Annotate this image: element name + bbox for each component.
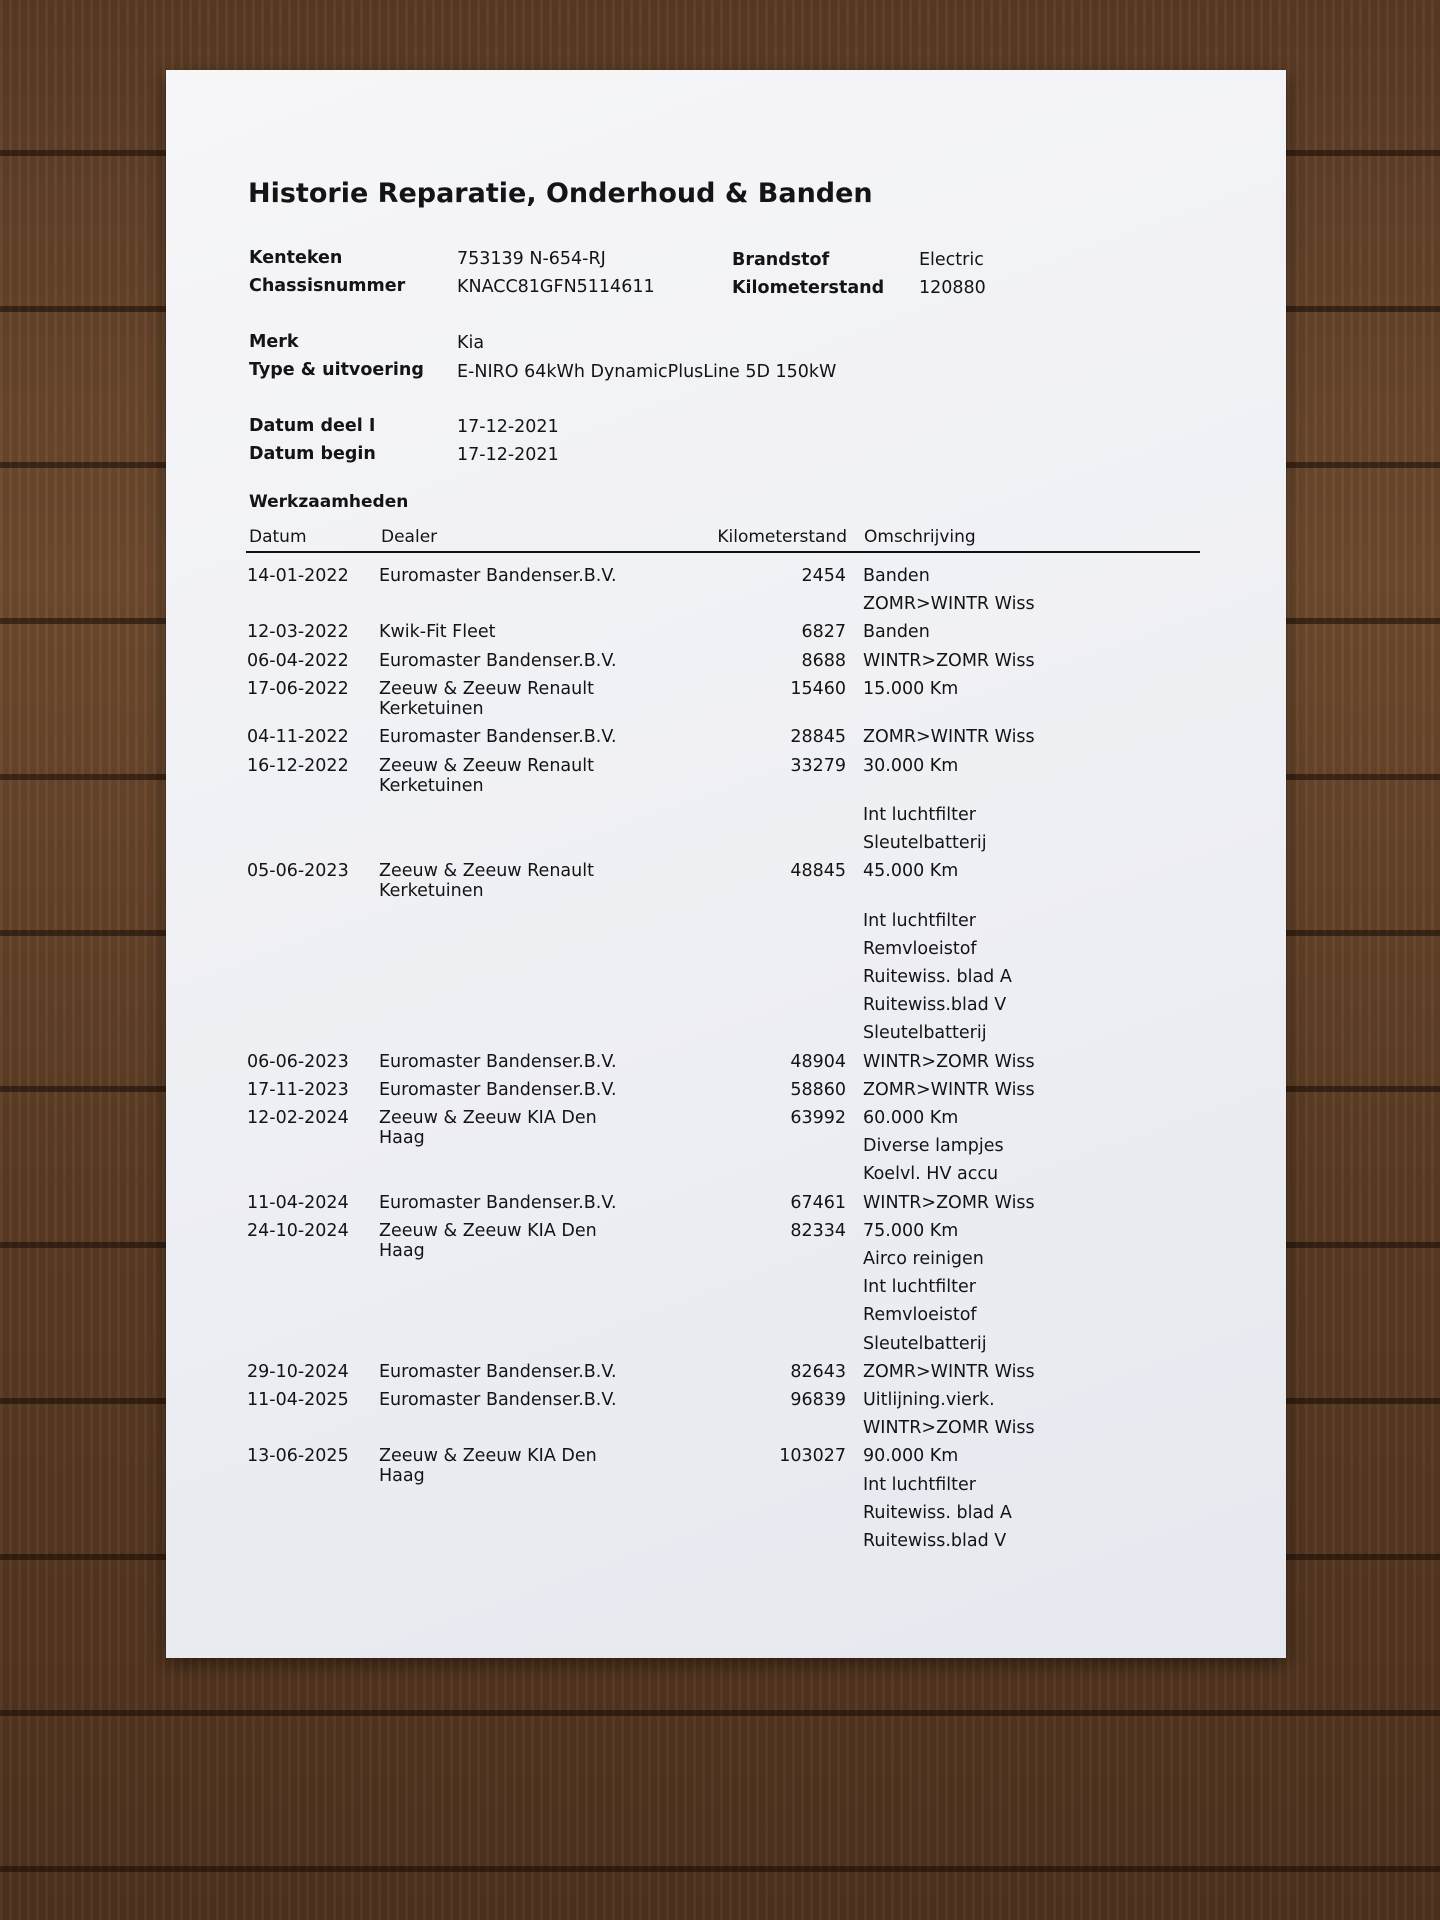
entry-description: Ruitewiss. blad A: [863, 967, 1012, 987]
entry-description: Remvloeistof: [863, 938, 977, 959]
entry-description: Sleutelbatterij: [863, 833, 987, 854]
entry-description: 60.000 Km: [863, 1108, 959, 1128]
column-header-dealer: Dealer: [381, 527, 438, 547]
entry-description: 75.000 Km: [863, 1220, 959, 1241]
entry-date: 16-12-2022: [247, 755, 349, 776]
entry-description: Uitlijning.vierk.: [863, 1390, 995, 1410]
entry-description: Sleutelbatterij: [863, 1023, 987, 1044]
entry-description: WINTR>ZOMR Wiss: [863, 1051, 1035, 1072]
datum-begin-value: 17-12-2021: [457, 445, 559, 465]
entry-dealer: Zeeuw & Zeeuw KIA Den Haag: [379, 1446, 597, 1487]
merk-label: Merk: [249, 332, 299, 352]
datum-begin-label: Datum begin: [249, 444, 376, 464]
entry-date: 11-04-2025: [247, 1390, 349, 1410]
entry-km: 96839: [790, 1390, 846, 1410]
entry-dealer: Euromaster Bandenser.B.V.: [379, 650, 617, 671]
entry-date: 17-06-2022: [247, 678, 349, 699]
entry-date: 06-06-2023: [247, 1051, 349, 1072]
column-header-omschrijving: Omschrijving: [864, 527, 976, 547]
entry-date: 12-03-2022: [247, 622, 349, 643]
brandstof-label: Brandstof: [732, 250, 830, 270]
column-header-kilometerstand: Kilometerstand: [717, 527, 847, 547]
entry-dealer: Zeeuw & Zeeuw Renault Kerketuinen: [379, 861, 594, 902]
entry-description: ZOMR>WINTR Wiss: [863, 1361, 1035, 1382]
entry-description: Ruitewiss.blad V: [863, 1531, 1007, 1551]
entry-description: Int luchtfilter: [863, 804, 976, 825]
entry-description: Airco reinigen: [863, 1249, 984, 1269]
entry-date: 14-01-2022: [247, 566, 349, 586]
entry-km: 2454: [801, 566, 846, 586]
entry-dealer: Zeeuw & Zeeuw KIA Den Haag: [379, 1108, 597, 1148]
entry-dealer: Euromaster Bandenser.B.V.: [379, 1079, 617, 1100]
entry-km: 103027: [779, 1446, 846, 1467]
entry-description: 90.000 Km: [863, 1446, 959, 1467]
entry-description: WINTR>ZOMR Wiss: [863, 1418, 1035, 1439]
entry-description: ZOMR>WINTR Wiss: [863, 727, 1035, 748]
entry-date: 04-11-2022: [247, 727, 349, 748]
entry-date: 12-02-2024: [247, 1108, 349, 1128]
entry-description: Int luchtfilter: [863, 1474, 976, 1495]
entry-dealer: Euromaster Bandenser.B.V.: [379, 1390, 617, 1410]
entry-description: ZOMR>WINTR Wiss: [863, 594, 1035, 615]
brandstof-value: Electric: [919, 250, 984, 270]
entry-date: 24-10-2024: [247, 1220, 349, 1241]
chassis-value: KNACC81GFN5114611: [457, 277, 655, 297]
entry-dealer: Euromaster Bandenser.B.V.: [379, 1361, 617, 1382]
entry-km: 15460: [790, 678, 846, 699]
entry-description: 15.000 Km: [863, 678, 959, 699]
entry-dealer: Euromaster Bandenser.B.V.: [379, 1051, 617, 1072]
entry-description: 45.000 Km: [863, 861, 959, 882]
entry-date: 17-11-2023: [247, 1079, 349, 1100]
entry-description: ZOMR>WINTR Wiss: [863, 1079, 1035, 1100]
entry-date: 05-06-2023: [247, 861, 349, 882]
entry-description: 30.000 Km: [863, 755, 959, 776]
type-label: Type & uitvoering: [249, 360, 424, 380]
entry-km: 63992: [790, 1108, 846, 1128]
entry-km: 82643: [790, 1361, 846, 1382]
entry-description: WINTR>ZOMR Wiss: [863, 1192, 1035, 1213]
entry-description: Sleutelbatterij: [863, 1333, 987, 1354]
entry-description: Int luchtfilter: [863, 910, 976, 931]
entry-dealer: Zeeuw & Zeeuw KIA Den Haag: [379, 1220, 597, 1261]
entry-date: 06-04-2022: [247, 650, 349, 671]
merk-value: Kia: [457, 333, 485, 353]
chassis-label: Chassisnummer: [249, 276, 406, 296]
entry-description: Ruitewiss. blad A: [863, 1502, 1012, 1523]
section-title-werkzaamheden: Werkzaamheden: [249, 492, 409, 512]
datum-deel-label: Datum deel I: [249, 416, 376, 436]
entry-km: 28845: [790, 727, 846, 748]
entry-description: Remvloeistof: [863, 1305, 977, 1326]
entry-description: Int luchtfilter: [863, 1277, 976, 1298]
entry-description: WINTR>ZOMR Wiss: [863, 650, 1035, 671]
entry-km: 82334: [790, 1220, 846, 1241]
entry-description: Banden: [863, 566, 930, 586]
entry-description: Diverse lampjes: [863, 1136, 1004, 1157]
paper-sheet: [166, 70, 1286, 1658]
kilometerstand-label: Kilometerstand: [732, 278, 885, 298]
entry-km: 48845: [790, 861, 846, 882]
entry-km: 58860: [790, 1079, 846, 1100]
type-value: E-NIRO 64kWh DynamicPlusLine 5D 150kW: [457, 362, 837, 382]
datum-deel-value: 17-12-2021: [457, 417, 559, 437]
entry-dealer: Kwik-Fit Fleet: [379, 622, 496, 643]
entry-km: 67461: [790, 1192, 846, 1213]
entry-date: 11-04-2024: [247, 1192, 349, 1213]
entry-dealer: Zeeuw & Zeeuw Renault Kerketuinen: [379, 755, 594, 796]
document-title: Historie Reparatie, Onderhoud & Banden: [248, 178, 873, 209]
kilometerstand-value: 120880: [919, 278, 986, 298]
kenteken-value: 753139 N-654-RJ: [457, 249, 606, 269]
column-header-datum: Datum: [249, 527, 307, 547]
entry-km: 8688: [801, 650, 846, 671]
work-entries: [166, 70, 1286, 1658]
kenteken-label: Kenteken: [249, 248, 343, 268]
entry-dealer: Zeeuw & Zeeuw Renault Kerketuinen: [379, 678, 594, 719]
entry-description: Ruitewiss.blad V: [863, 995, 1007, 1016]
entry-dealer: Euromaster Bandenser.B.V.: [379, 566, 617, 586]
entry-description: Banden: [863, 622, 930, 643]
entry-description: Koelvl. HV accu: [863, 1164, 999, 1185]
entry-date: 13-06-2025: [247, 1446, 349, 1467]
entry-date: 29-10-2024: [247, 1361, 349, 1382]
entry-dealer: Euromaster Bandenser.B.V.: [379, 1192, 617, 1213]
entry-km: 33279: [790, 755, 846, 776]
entry-dealer: Euromaster Bandenser.B.V.: [379, 727, 617, 748]
entry-km: 48904: [790, 1051, 846, 1072]
entry-km: 6827: [801, 622, 846, 643]
